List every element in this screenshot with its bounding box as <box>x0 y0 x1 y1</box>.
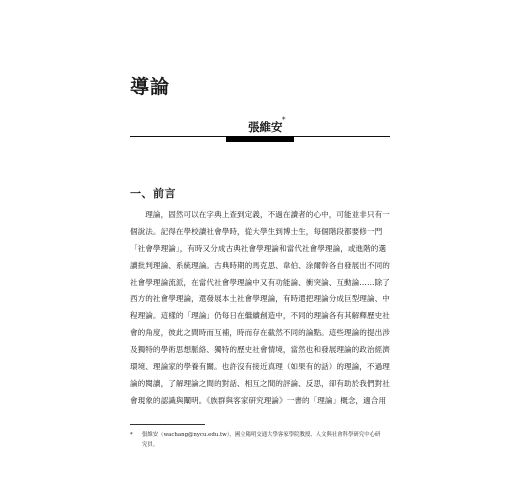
footnote-divider <box>130 424 205 425</box>
author-footnote-mark[interactable]: * <box>282 116 286 124</box>
author-name: 張維安 <box>248 120 283 134</box>
paragraph-line: 社會學理論流派，在當代社會學理論中又有功能論、衝突論、互動論……除了 <box>130 277 390 287</box>
footnote-mark: * <box>130 432 133 438</box>
paragraph-line: 「社會學理論」，有時又分成古典社會學理論和當代社會學理論，或進階的選 <box>130 243 387 253</box>
paragraph-line: 個說法。記得在學校讀社會學時，從大學生到博士生，每個階段都要修一門 <box>130 226 383 236</box>
paragraph-line: 論的閱讀，了解理論之間的對話、相互之間的評論、反思，卻有助於我們對社 <box>130 378 390 388</box>
footnote-line <box>130 440 392 450</box>
footnote-line <box>130 430 392 440</box>
footnote-text: 張維安（wachang@nycu.edu.tw），國立陽明交通大學客家學院教授、人文與社會科學研究中心研 <box>142 432 381 438</box>
paragraph-line: 會的角度，彼此之間時而互補，時而存在截然不同的論點。這些理論的提出涉 <box>130 328 390 338</box>
paragraph-line: 理論，固然可以在字典上查到定義，不過在讀者的心中，可能並非只有一 <box>130 210 390 219</box>
footnote-text: 究員。 <box>142 442 159 448</box>
paragraph-line: 西方的社會學理論，還發展本土社會學理論，有時還把理論分成巨型理論、中 <box>130 294 390 304</box>
body-paragraph <box>130 207 394 410</box>
author-byline <box>130 116 390 143</box>
chapter-title: 導論 <box>130 76 171 98</box>
paragraph-line: 程理論。這樣的「理論」仍每日在繼續創造中，不同的理論各有其解釋歷史社 <box>130 311 390 321</box>
paragraph-line: 及獨特的學術思想脈絡、獨特的歷史社會情境，當然也和發展理論的政治經濟 <box>130 345 390 355</box>
paragraph-line: 環境、理論家的學養有關。也許沒有接近真理（如果有的話）的理論，不過理 <box>130 362 390 372</box>
paragraph-line: 會現象的認識與闡明。《族群與客家研究理論》一書的「理論」概念，適合用 <box>130 395 387 405</box>
section-heading: 一、前言 <box>130 187 176 200</box>
author-divider-thick <box>226 136 294 142</box>
paragraph-line: 讀批判理論、系統理論。古典時期的馬克思、韋伯、涂爾幹各自發展出不同的 <box>130 260 390 270</box>
footnote <box>130 430 392 450</box>
